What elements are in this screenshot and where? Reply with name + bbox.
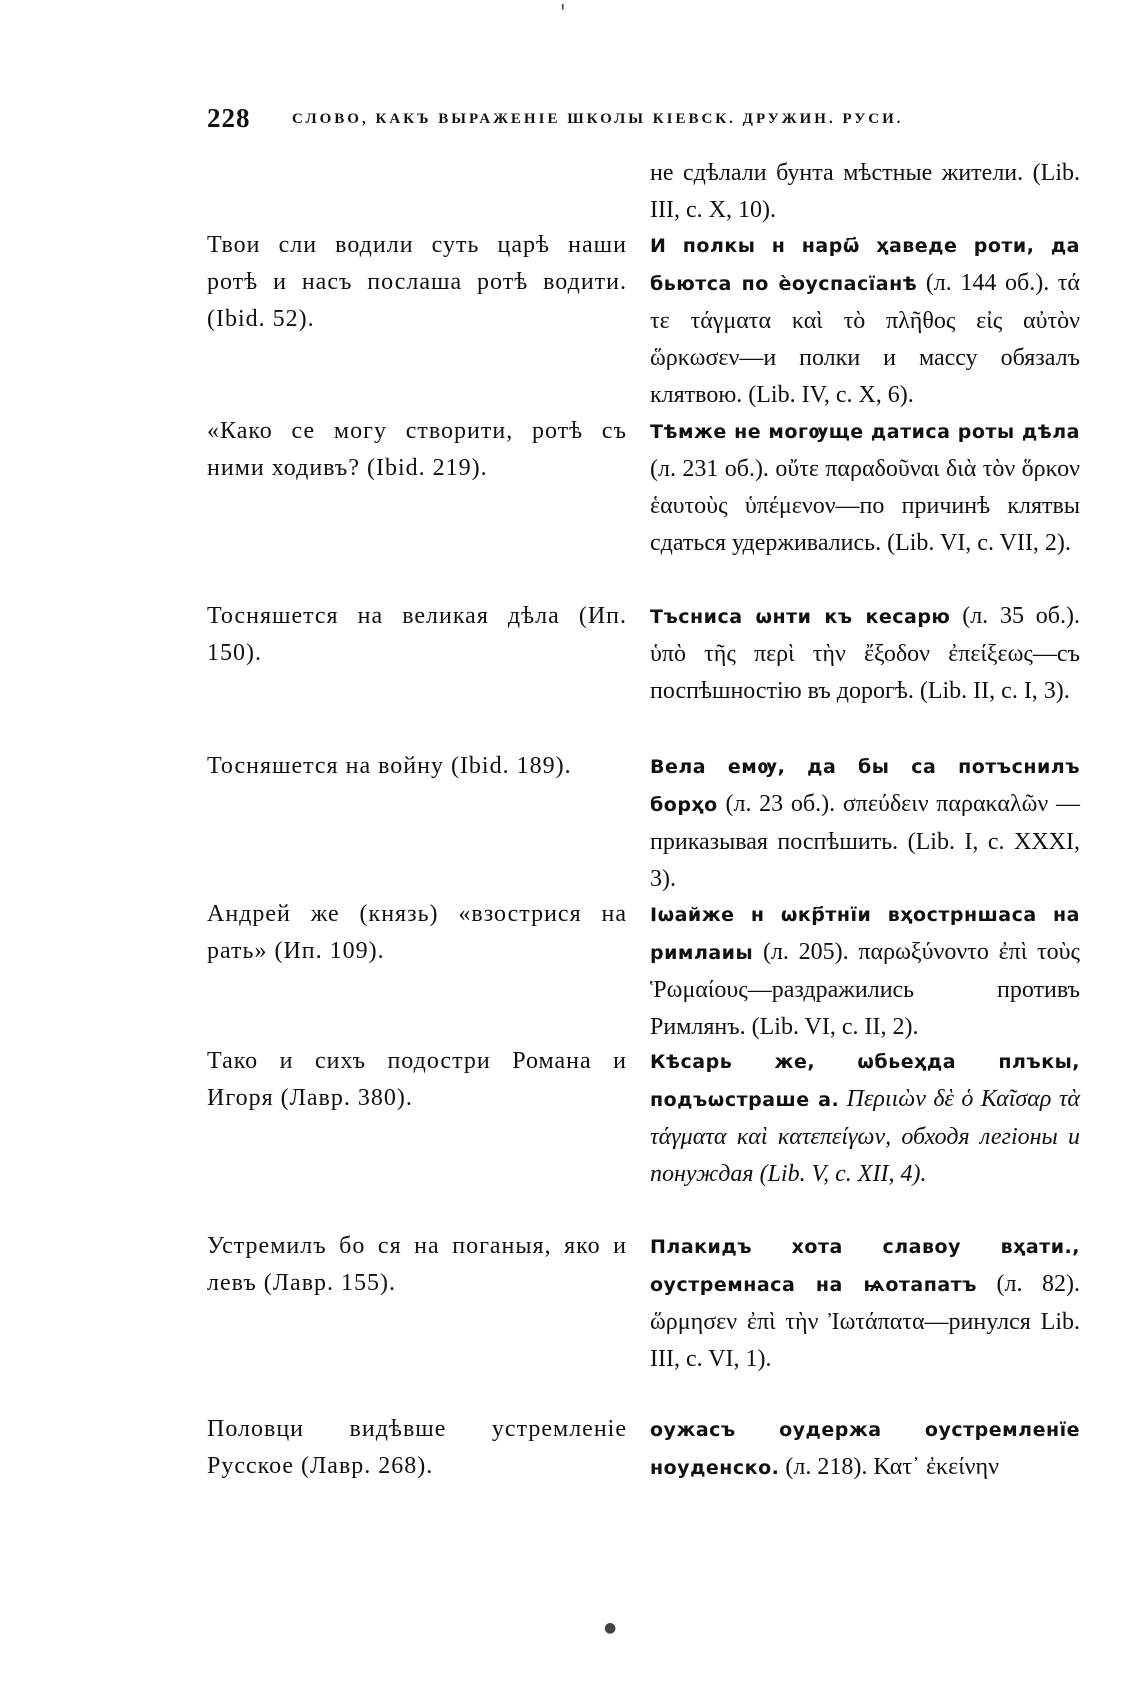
print-speck: ' [560,0,566,24]
old-slavonic-text: И полкы н нарѡ҃ ҳаведе роти, да бьютса по ѐоуспасїанѣ [650,235,1080,295]
old-slavonic-text: Плакидъ хота славоу вҳати., оустремнаса на ѩотапатъ [650,1236,1080,1296]
print-speck: ● [604,1620,617,1636]
left-entry-2: «Како се могу створити, ротѣ съ ними ходивъ? (Ibid. 219). [207,418,627,481]
left-entry-4: Тосняшется на войну (Ibid. 189). [207,753,572,779]
left-entry-8: Половци видѣвше устремленіе Русское (Лавр. 268). [207,1416,627,1479]
running-head: СЛОВО, КАКЪ ВЫРАЖЕНІЕ ШКОЛЫ КІЕВСК. ДРУЖИН. РУСИ. [292,111,904,127]
left-entry-7: Устремилъ бо ся на поганыя, яко и левъ (Лавр. 155). [207,1233,627,1296]
page-number: 228 [207,103,251,133]
right-entry-rest: (л. 218). Κατ᾽ ἐκείνην [785,1454,999,1480]
right-continuation: не сдѣлали бунта мѣстные жители. (Lib. III, c. X, 10). [650,160,1080,223]
right-entry-rest: (л. 205). παρωξύνοντο ἐπὶ τοὺς Ῥωμαίους—раздражились противъ Римлянъ. (Lib. VI, c. II, 2). [650,939,1081,1040]
old-slavonic-text: Тѣмже не могѹще датиса роты дѣла [650,421,1080,443]
old-slavonic-text: оужасъ оудержа оустремленїе ноуденско. [650,1419,1080,1479]
right-entry-1 [650,227,1080,414]
right-entry-rest: Περιιὼν δὲ ὁ Καῖσαρ τὰ τάγματα καὶ κατεπείγων, обходя легіоны и понуждая (Lib. V, c. XII, 4). [650,1086,1081,1187]
old-slavonic-text: Кѣсарь же, ѡбьеҳда плъкы, подъѡстраше а. [650,1051,1080,1111]
left-entry-5: Андрей же (князь) «взострися на рать» (Ип. 109). [207,901,627,964]
right-entry-rest: (л. 23 об.). σπεύδειν παρακαλῶν — приказывая поспѣшить. (Lib. I, c. XXXI, 3). [650,791,1080,892]
right-entry-6 [650,1043,1080,1193]
right-entry-rest: (л. 82). ὥρμησεν ἐπὶ τὴν Ἰωτάπατα—ринулся Lib. III, c. VI, 1). [650,1271,1080,1372]
right-entry-2 [650,413,1080,562]
page-header [207,103,977,134]
right-entry-rest: (л. 35 об.). ὑπὸ τῆς περὶ τὴν ἔξοδον ἐπείξεως—съ поспѣшностію въ дорогѣ. (Lib. II, c. I, 3). [650,603,1080,704]
old-slavonic-text: Ιѡайже н ѡкр҃тнїи вҳострншаса на римлаиы [650,904,1080,964]
left-entry-3: Тосняшется на великая дѣла (Ип. 150). [207,603,627,666]
old-slavonic-text: Тъсниса ѡнти къ кесарю [650,606,951,628]
right-entry-rest: (л. 231 об.). οὔτε παραδοῦναι διὰ τὸν ὅρκον ἑαυτοὺς ὑπέμενον—по причинѣ клятвы сдаться удерживались. (Lib. VI, c. VII, 2). [650,456,1080,556]
right-entry-8 [650,1411,1080,1487]
right-entry-3 [650,598,1080,710]
right-entry-4 [650,748,1080,898]
left-entry-1: Твои сли водили суть царѣ наши ротѣ и насъ послаша ротѣ водити. (Ibid. 52). [207,232,627,332]
right-entry-5 [650,896,1080,1046]
right-entry-rest: (л. 144 об.). τά τε τάγματα καὶ τὸ πλῆθος εἰς αὐτὸν ὥρκωσεν—и полки и массу обязалъ клятвою. (Lib. IV, c. X, 6). [650,270,1081,408]
old-slavonic-text: Вела емѹ, да бы са потъснилъ борҳо [650,756,1080,816]
left-entry-6: Тако и сихъ подостри Романа и Игоря (Лавр. 380). [207,1048,627,1111]
right-entry-7 [650,1228,1080,1378]
